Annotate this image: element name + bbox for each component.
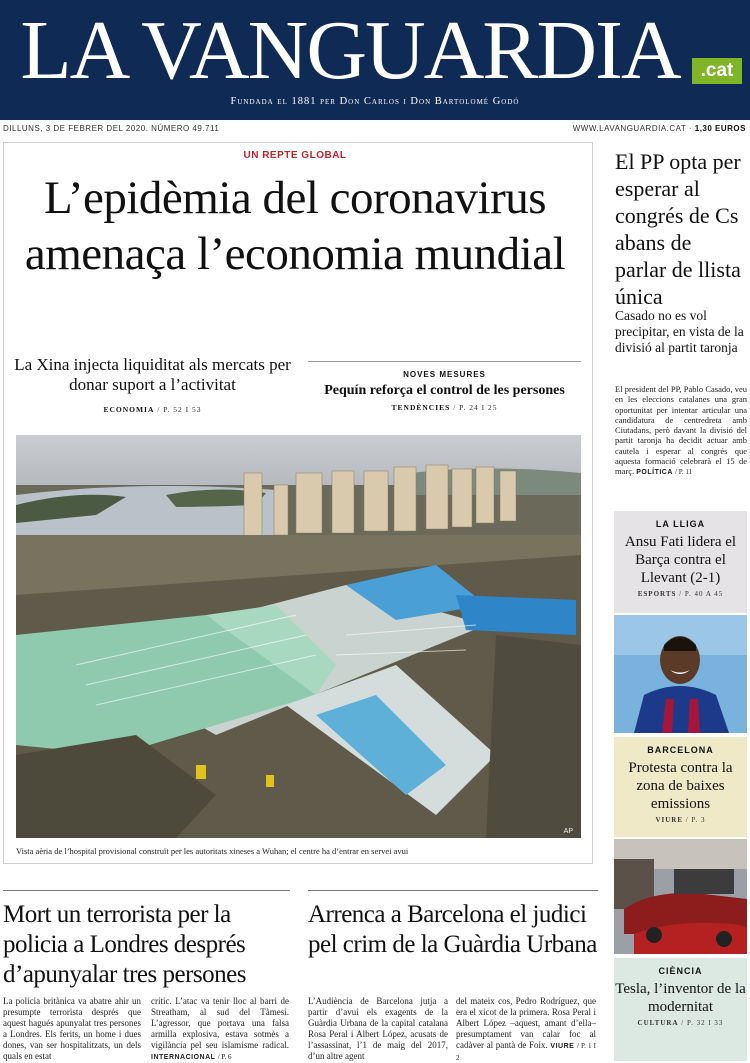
lead-sub-right[interactable] bbox=[308, 361, 581, 412]
story1-col1: La policia britànica va abatre ahir un presumpte terrorista després que aquest hagués apunyalat tres persones a Londres. Els ferits, un home i dues dones, van ser hospitalitzats, un dels quals en estat bbox=[3, 996, 141, 1061]
photo-credit: AP bbox=[563, 828, 573, 835]
protest-cars-photo[interactable] bbox=[614, 839, 747, 954]
sub-left-ref: ECONOMIA / P. 52 I 53 bbox=[103, 405, 202, 414]
website[interactable]: WWW.LAVANGUARDIA.CAT bbox=[572, 124, 687, 133]
story1-headline[interactable]: Mort un terrorista per la policia a Londres després d’apunyalar tres persones bbox=[3, 901, 246, 988]
sub-right-kicker: NOVES MESURES bbox=[403, 370, 486, 379]
box-barcelona[interactable]: BARCELONA Protesta contra la zona de baixes emissions VIURE / P. 3 bbox=[614, 737, 747, 837]
sub-left-text: La Xina injecta liquiditat als mercats per donar suport a l’activitat bbox=[14, 355, 291, 394]
web-price: WWW.LAVANGUARDIA.CAT · 1,30 EUROS bbox=[572, 124, 746, 133]
story2-rule bbox=[308, 890, 598, 891]
sidebar-body: El president del PP, Pablo Casado, veu en les eleccions catalanes una gran oportunitat per intentar articular una candidatura de centredreta amb Ciutadans, però davant la divisió del partit taronja ha decidit actuar amb cautela i esperar al congrés que aquesta formació celebrarà el 15 de març. POLÍTICA / P. 11 bbox=[615, 384, 747, 477]
story1-col2: crític. L’atac va tenir lloc al barri de Streatham, al sud del Tàmesi. L’agressor, que portava una falsa armilla explosiva, estava sotmès a vigilància pel seu islamisme radical. INTERNACIONAL / P. 6 bbox=[151, 996, 289, 1061]
story1-rule bbox=[3, 890, 290, 891]
newspaper-logo[interactable]: LA VANGUARDIA bbox=[20, 4, 680, 97]
lead-headline[interactable]: L’epidèmia del coronavirus amenaça l’economia mundial bbox=[24, 172, 566, 280]
sub-right-ref: TENDÈNCIES / P. 24 I 25 bbox=[391, 403, 498, 412]
story2-headline[interactable]: Arrenca a Barcelona el judici pel crim de la Guàrdia Urbana bbox=[308, 901, 597, 958]
founded-line: Fundada el 1881 per Don Carlos i Don Bartolomé Godó bbox=[230, 96, 520, 107]
sidebar-headline[interactable]: El PP opta per esperar al congrés de Cs abans de parlar de llista única bbox=[615, 149, 741, 309]
price: 1,30 EUROS bbox=[694, 124, 746, 133]
sidebar-deck: Casado no es vol precipitar, en vista de la divisió al partit taronja bbox=[615, 308, 744, 355]
sidebar-section: POLÍTICA bbox=[636, 469, 673, 477]
hospital-aerial-photo[interactable] bbox=[16, 435, 581, 838]
story2-col1: L’Audiència de Barcelona jutja a partir d’avui els exagents de la Guàrdia Urbana de la capital catalana Rosa Peral i Albert López, acusats de l’assassinat, l’1 de maig del 2017, d’un altre agent bbox=[308, 996, 448, 1061]
box-lliga[interactable]: LA LLIGA Ansu Fati lidera el Barça contra el Llevant (2-1) ESPORTS / P. 40 A 45 bbox=[614, 511, 747, 613]
lead-sub-left[interactable] bbox=[10, 355, 295, 420]
lead-kicker: UN REPTE GLOBAL bbox=[243, 150, 347, 161]
cat-badge: .cat bbox=[692, 58, 742, 84]
ansu-fati-photo[interactable] bbox=[614, 615, 747, 733]
story2-col2: del mateix cos, Pedro Rodríguez, que era el xicot de la primera. Rosa Peral i Albert López –aquest, amant d’ella– presumptament van calar foc al cadàver al pantà de Foix. VIURE / P. 1 I 2 bbox=[456, 996, 597, 1062]
photo-caption: Vista aèria de l’hospital provisional construït per les autoritats xineses a Wuhan; el centre ha d’entrar en servei avui bbox=[16, 846, 409, 856]
box-ciencia[interactable]: CIÈNCIA Tesla, l’inventor de la modernitat CULTURA / P. 32 I 33 bbox=[614, 958, 747, 1061]
dateline: DILLUNS, 3 DE FEBRER DEL 2020. NÚMERO 49.711 bbox=[3, 124, 220, 133]
sub-right-text: Pequín reforça el control de les persones bbox=[324, 383, 565, 398]
